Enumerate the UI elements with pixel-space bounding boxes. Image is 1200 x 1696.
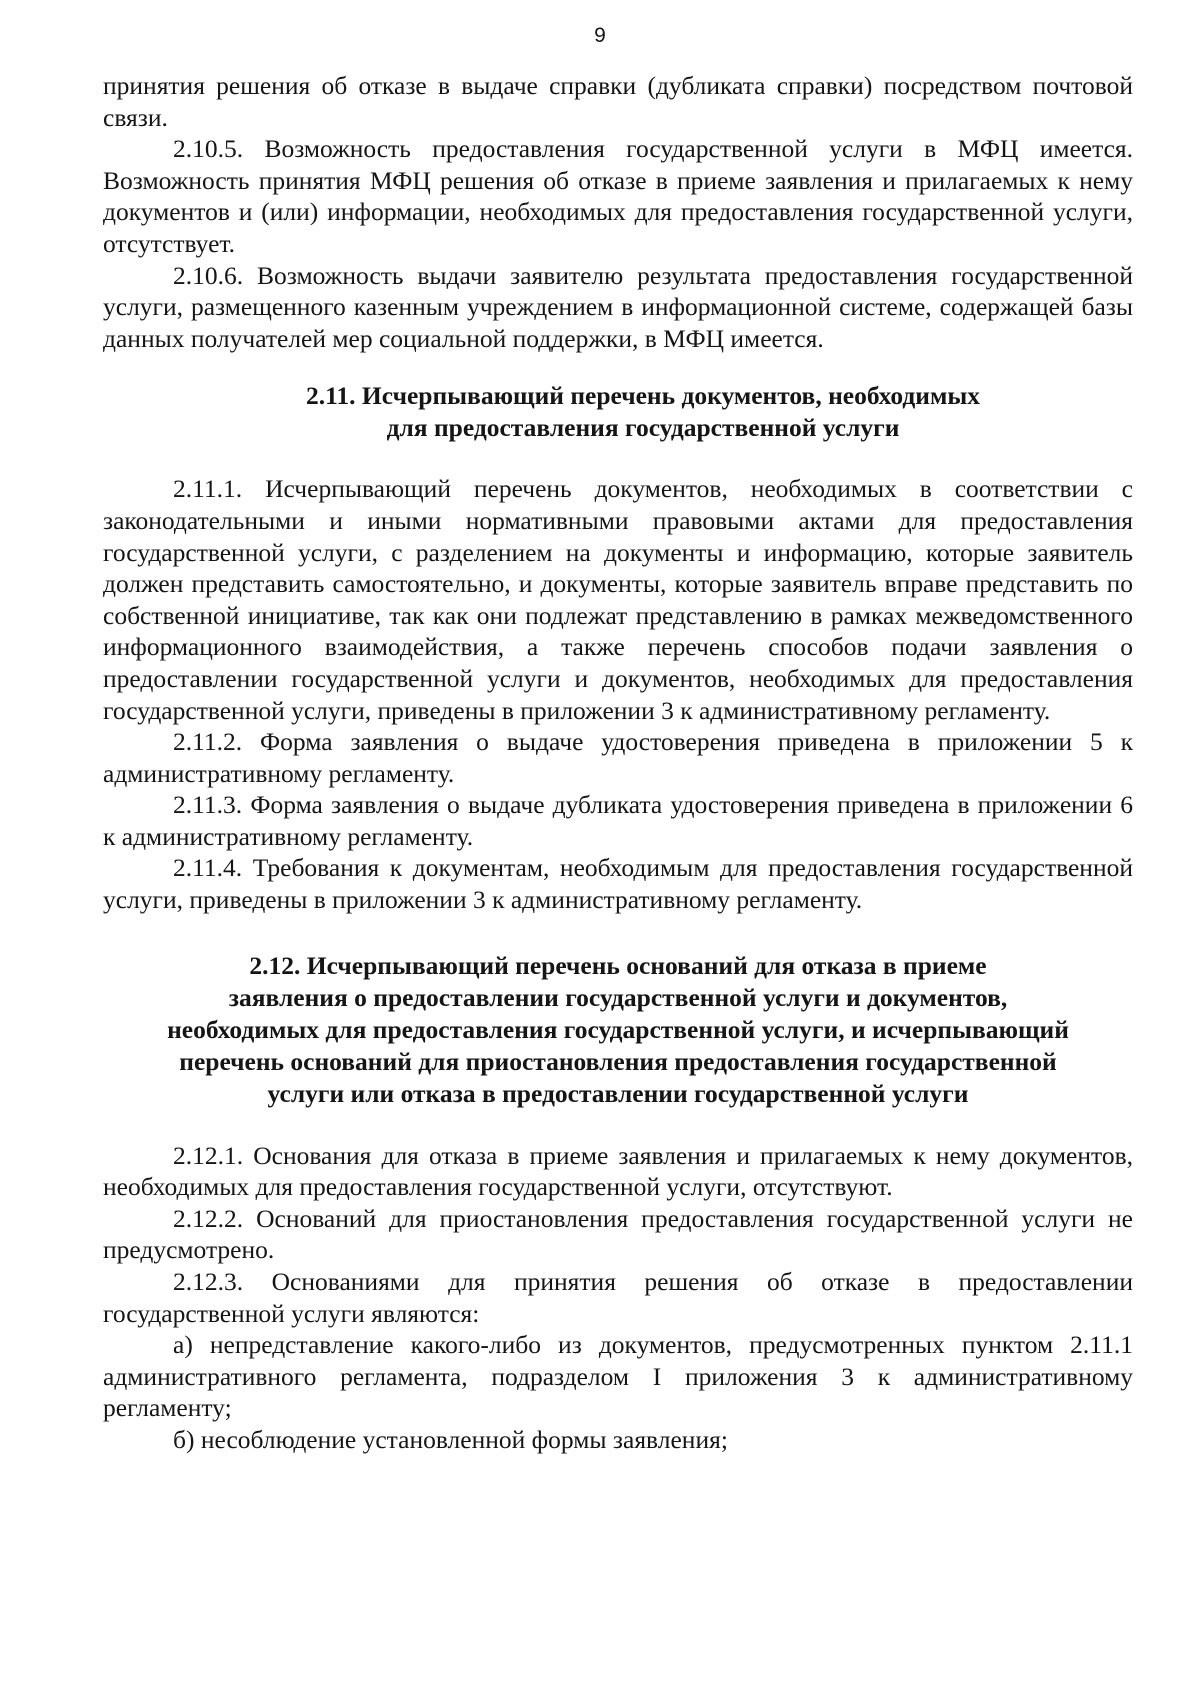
heading-line: услуги или отказа в предоставлении государственной услуги: [267, 1078, 969, 1108]
paragraph-2-12-2: 2.12.2. Оснований для приостановления предоставления государственной услуги не предусмотрено.: [103, 1203, 1133, 1265]
page-number: 9: [594, 24, 606, 47]
paragraph-2-10-5: 2.10.5. Возможность предоставления государственной услуги в МФЦ имеется. Возможность принятия МФЦ решения об отказе в приеме заявления и прилагаемых к нему документов и (или) информации, необходимых для предоставления государственной услуги, отсутствует.: [103, 134, 1133, 258]
paragraph-2-12-1: 2.12.1. Основания для отказа в приеме заявления и прилагаемых к нему документов, необходимых для предоставления государственной услуги, отсутствуют.: [103, 1140, 1133, 1202]
heading-line: для предоставления государственной услуги: [386, 413, 900, 443]
paragraph-2-11-2: 2.11.2. Форма заявления о выдаче удостоверения приведена в приложении 5 к административному регламенту.: [103, 727, 1133, 788]
section-heading-2-11: [103, 380, 1133, 444]
paragraph-2-11-1: 2.11.1. Исчерпывающий перечень документов, необходимых в соответствии с законодательными и иными нормативными правовыми актами для предоставления государственной услуги, с разделением на документы и информацию, которые заявитель должен представить самостоятельно, и документы, которые заявитель вправе представить по собственной инициативе, так как они подлежат представлению в рамках межведомственного информационного взаимодействия, а также перечень способов подачи заявления о предоставлении государственной услуги и документов, необходимых для предоставления государственной услуги, приведены в приложении 3 к административному регламенту.: [103, 474, 1133, 725]
paragraph-2-10-6: 2.10.6. Возможность выдачи заявителю результата предоставления государственной услуги, размещенного казенным учреждением в информационной системе, содержащей базы данных получателей мер социальной поддержки, в МФЦ имеется.: [103, 260, 1133, 353]
section-heading-2-12: [103, 950, 1133, 1110]
document-body: [103, 70, 1133, 1456]
heading-line: необходимых для предоставления государственной услуги, и исчерпывающий: [167, 1014, 1069, 1044]
heading-line: 2.12. Исчерпывающий перечень оснований для отказа в приеме: [249, 950, 987, 980]
paragraph-2-11-4: 2.11.4. Требования к документам, необходимым для предоставления государственной услуги, приведены в приложении 3 к административному регламенту.: [103, 853, 1133, 915]
list-item-b: б) несоблюдение установленной формы заявления;: [173, 1425, 728, 1454]
list-item-a: а) непредставление какого-либо из документов, предусмотренных пунктом 2.11.1 административного регламента, подразделом I приложения 3 к административному регламенту;: [103, 1330, 1133, 1423]
heading-line: 2.11. Исчерпывающий перечень документов, необходимых: [305, 381, 981, 411]
heading-line: перечень оснований для приостановления предоставления государственной: [179, 1046, 1057, 1076]
paragraph-2-12-3: 2.12.3. Основаниями для принятия решения об отказе в предоставлении государственной услуги являются:: [103, 1267, 1133, 1328]
paragraph-2-11-3: 2.11.3. Форма заявления о выдаче дубликата удостоверения приведена в приложении 6 к административному регламенту.: [103, 790, 1133, 851]
heading-line: заявления о предоставлении государственной услуги и документов,: [228, 982, 1008, 1012]
paragraph-continuation: принятия решения об отказе в выдаче справки (дубликата справки) посредством почтовой связи.: [103, 71, 1133, 132]
